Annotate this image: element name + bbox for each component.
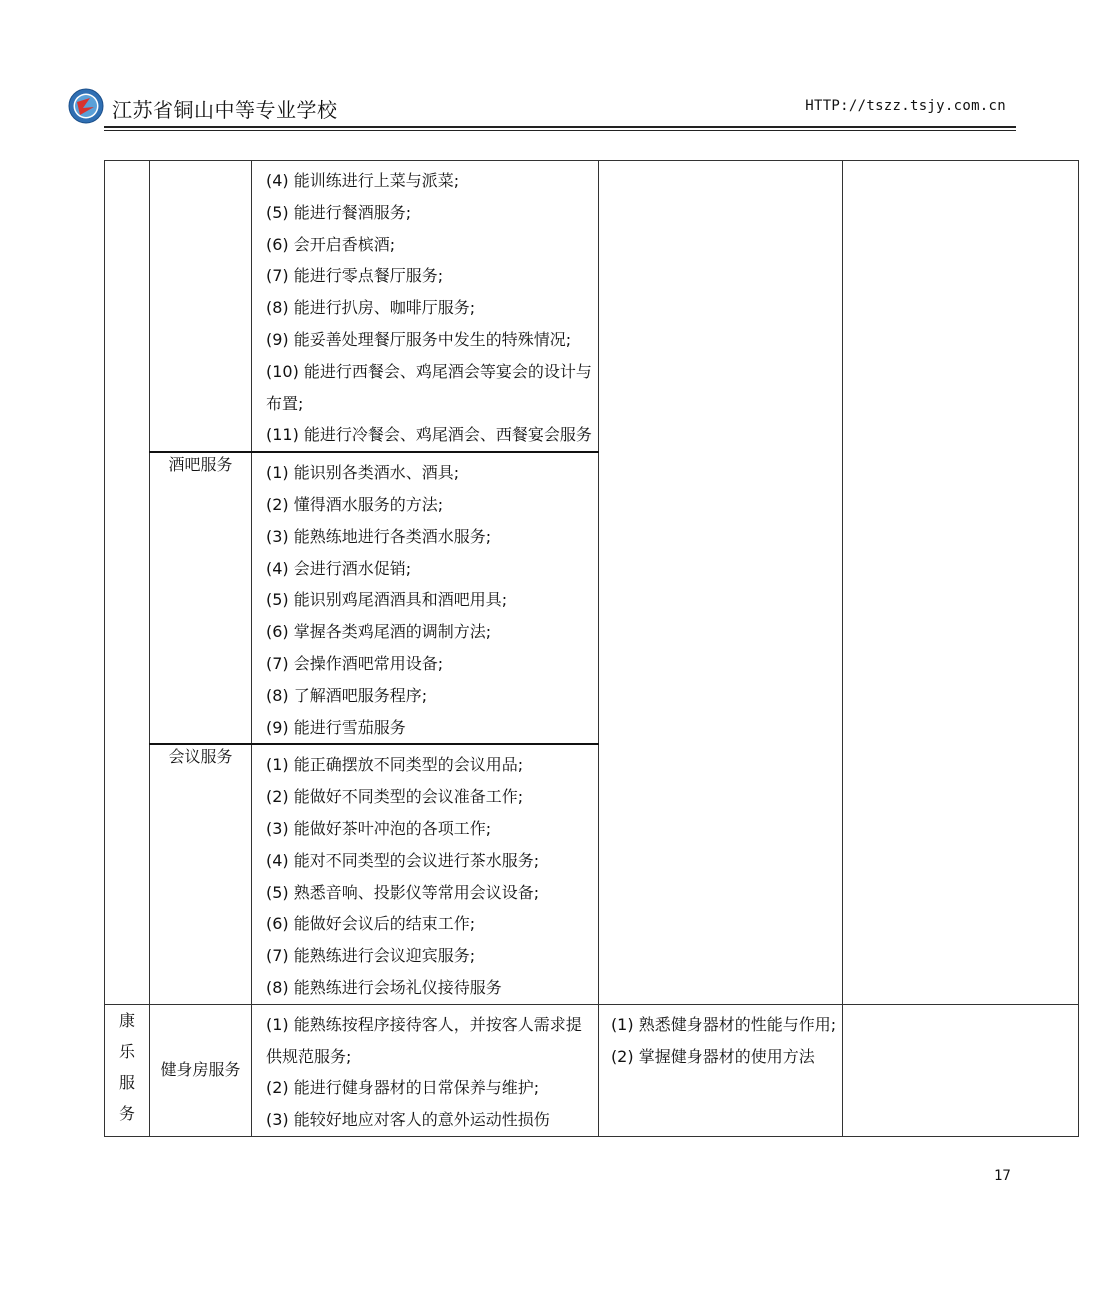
skill-item: (5) 熟悉音响、投影仪等常用会议设备; [266, 882, 540, 902]
category-cell-continued [105, 161, 150, 1005]
skill-item: (9) 能妥善处理餐厅服务中发生的特殊情况; [266, 329, 572, 349]
header-rule-thin [104, 130, 1016, 131]
category-char: 服 [118, 1072, 135, 1092]
skill-item: (3) 能做好茶叶冲泡的各项工作; [266, 818, 492, 838]
skill-item: (7) 会操作酒吧常用设备; [266, 653, 444, 673]
skill-item: (8) 了解酒吧服务程序; [266, 685, 428, 705]
skill-item: (1) 能正确摆放不同类型的会议用品; [266, 755, 524, 775]
skills-cell [252, 1004, 599, 1136]
page-header [68, 88, 1016, 132]
category-char: 务 [118, 1103, 135, 1123]
skill-item: (7) 能进行零点餐厅服务; [266, 266, 444, 286]
school-name: 江苏省铜山中等专业学校 [112, 98, 338, 122]
skill-item: (3) 能熟练地进行各类酒水服务; [266, 526, 492, 546]
skill-item: (11) 能进行冷餐会、鸡尾酒会、西餐宴会服务 [266, 425, 592, 445]
table-row [105, 161, 1079, 453]
skill-item: (7) 能熟练进行会议迎宾服务; [266, 946, 476, 966]
knowledge-item: (1) 熟悉健身器材的性能与作用; [610, 1014, 837, 1034]
skill-item: (1) 能识别各类酒水、酒具; [266, 463, 460, 483]
knowledge-item: (2) 掌握健身器材的使用方法 [610, 1046, 815, 1066]
school-website-url: HTTP://tszz.tsjy.com.cn [805, 98, 1006, 114]
category-name [105, 1004, 150, 1136]
skill-item: (9) 能进行雪茄服务 [266, 717, 406, 737]
skill-item: (6) 会开启香槟酒; [266, 234, 396, 254]
section-name: 酒吧服务 [150, 452, 252, 744]
skill-item: (5) 能识别鸡尾酒酒具和酒吧用具; [266, 590, 508, 610]
skills-cell [252, 744, 599, 1004]
skill-item: (8) 能进行扒房、咖啡厅服务; [266, 298, 476, 318]
header-rule [104, 126, 1016, 128]
skill-item: (2) 能进行健身器材的日常保养与维护; [266, 1078, 540, 1098]
curriculum-table [104, 160, 1079, 1137]
skill-item: (6) 掌握各类鸡尾酒的调制方法; [266, 622, 492, 642]
notes-cell-empty [843, 161, 1079, 1005]
skill-item: (4) 能对不同类型的会议进行茶水服务; [266, 850, 540, 870]
school-logo-icon [68, 88, 104, 124]
category-char: 乐 [118, 1041, 135, 1061]
skill-item: (8) 能熟练进行会场礼仪接待服务 [266, 977, 502, 997]
skill-item: (4) 会进行酒水促销; [266, 558, 412, 578]
notes-cell-empty [843, 1004, 1079, 1136]
knowledge-cell-empty [598, 161, 842, 1005]
skill-item: (3) 能较好地应对客人的意外运动性损伤 [266, 1110, 550, 1130]
page-number: 17 [994, 1168, 1011, 1184]
skill-item: (10) 能进行西餐会、鸡尾酒会等宴会的设计与布置; [266, 361, 592, 413]
skill-item: (5) 能进行餐酒服务; [266, 202, 412, 222]
section-name: 健身房服务 [150, 1004, 252, 1136]
skill-item: (2) 懂得酒水服务的方法; [266, 494, 444, 514]
section-cell-continued [150, 161, 252, 453]
category-char: 康 [118, 1010, 135, 1030]
skill-item: (6) 能做好会议后的结束工作; [266, 914, 476, 934]
skill-item: (1) 能熟练按程序接待客人，并按客人需求提供规范服务; [266, 1014, 582, 1066]
skills-cell [252, 161, 599, 453]
table-row [105, 1004, 1079, 1136]
section-name: 会议服务 [150, 744, 252, 1004]
skill-item: (2) 能做好不同类型的会议准备工作; [266, 787, 524, 807]
knowledge-cell [598, 1004, 842, 1136]
skill-item: (4) 能训练进行上菜与派菜; [266, 171, 460, 190]
skills-cell [252, 452, 599, 744]
